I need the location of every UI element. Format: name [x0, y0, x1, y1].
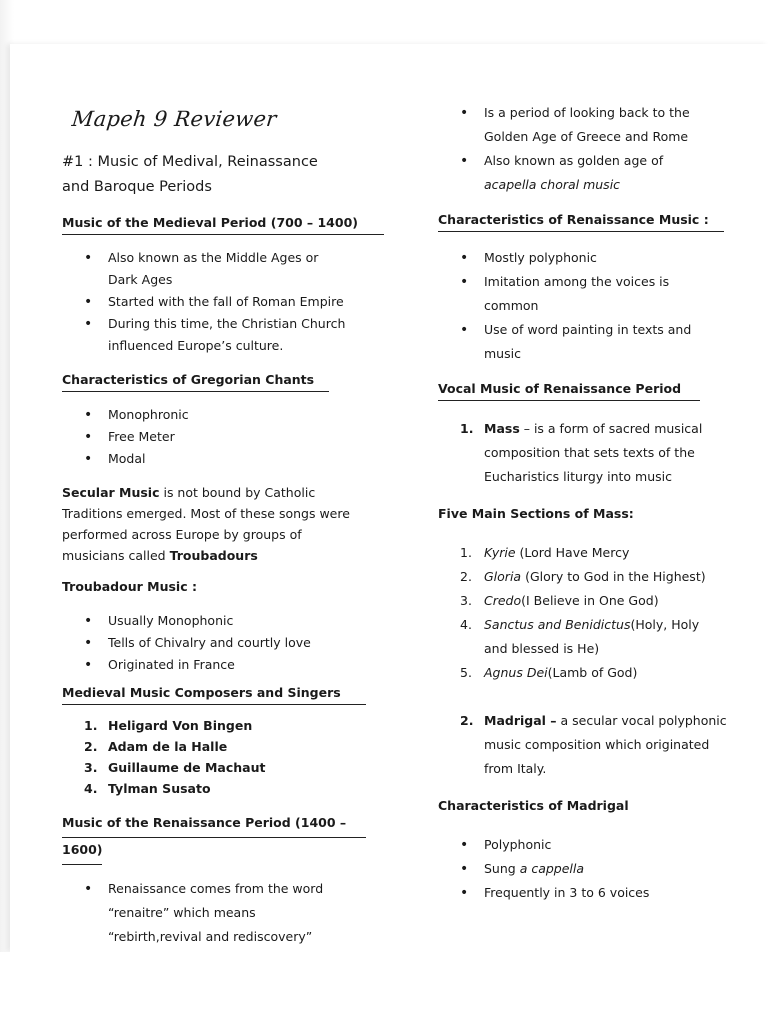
item-text: Sung: [484, 861, 520, 876]
subtitle-line: #1 : Music of Medival, Reinassance: [62, 154, 318, 170]
gregorian-list: [62, 404, 387, 470]
list-item: • Modal: [62, 448, 387, 470]
item-line: “renaitre” which means: [108, 905, 256, 920]
item-number: 1.: [460, 545, 472, 560]
list-item: • Started with the fall of Roman Empire: [62, 291, 348, 313]
list-item: • Use of word painting in texts and music: [438, 318, 708, 366]
item-number: 4.: [460, 617, 472, 632]
section-meaning: (Glory to God in the Highest): [521, 569, 706, 584]
troubadour-list: [62, 610, 387, 676]
section-meaning: (Lamb of God): [547, 665, 638, 680]
composers-list: [62, 715, 387, 799]
below-page-area: [0, 952, 768, 1024]
list-item: • Free Meter: [62, 426, 387, 448]
list-item: • Mostly polyphonic: [438, 246, 708, 270]
mass-sections-list: [438, 541, 708, 685]
list-item: [438, 613, 708, 661]
gregorian-heading: Characteristics of Gregorian Chants: [62, 371, 329, 392]
item-number: 2.: [460, 569, 472, 584]
renaissance-list-continued: [438, 101, 708, 197]
renaissance-list: [62, 877, 387, 949]
item-number: 2.: [84, 739, 98, 754]
list-item: [438, 709, 728, 781]
section-name: Gloria: [484, 569, 522, 584]
item-number: 5.: [460, 665, 472, 680]
item-italic: acapella choral music: [484, 177, 621, 192]
vocal-heading: Vocal Music of Renaissance Period: [438, 380, 700, 401]
madrigal-list: [438, 709, 728, 781]
mass-term: Mass: [484, 421, 520, 436]
composer-name: Adam de la Halle: [108, 739, 228, 754]
composer-name: Guillaume de Machaut: [108, 760, 266, 775]
list-item: • Frequently in 3 to 6 voices: [438, 881, 728, 905]
item-number: 4.: [84, 781, 98, 796]
section-name: Agnus Dei: [484, 665, 548, 680]
left-column: [62, 100, 387, 949]
list-item: • Imitation among the voices is common: [438, 270, 708, 318]
section-name: Kyrie: [484, 545, 516, 560]
renaissance-heading-line: 1600): [62, 838, 102, 865]
secular-text: is not bound by Catholic Traditions emerged. Most of these songs were performed across Europe by groups of musicians called: [62, 485, 350, 563]
composers-heading: Medieval Music Composers and Singers: [62, 684, 366, 705]
item-number: 3.: [84, 760, 98, 775]
item-text: Also known as golden age of: [484, 153, 664, 168]
composer-name: Tylman Susato: [108, 781, 211, 796]
document-subtitle: [62, 150, 387, 200]
list-item: • Usually Monophonic: [62, 610, 387, 632]
section-meaning: (Lord Have Mercy: [515, 545, 630, 560]
renaissance-heading: [62, 811, 387, 865]
troubadours-term: Troubadours: [169, 548, 258, 563]
list-item: • Tells of Chivalry and courtly love: [62, 632, 387, 654]
list-item: [438, 541, 708, 565]
list-item: [62, 715, 387, 736]
list-item: • Also known as the Middle Ages or Dark Ages: [62, 247, 348, 291]
list-item: • Polyphonic: [438, 833, 728, 857]
item-number: 1.: [460, 421, 474, 436]
ren-characteristics-heading: Characteristics of Renaissance Music :: [438, 211, 724, 232]
list-item: [438, 661, 708, 685]
renaissance-heading-line: Music of the Renaissance Period (1400 –: [62, 811, 366, 838]
mass-sections-heading: Five Main Sections of Mass:: [438, 506, 634, 521]
medieval-heading: Music of the Medieval Period (700 – 1400): [62, 214, 384, 235]
list-item: [62, 778, 387, 799]
list-item: • Originated in France: [62, 654, 387, 676]
document-title: Mapeh 9 Reviewer: [70, 107, 278, 131]
troubadour-heading: Troubadour Music :: [62, 579, 197, 594]
list-item: [438, 857, 728, 881]
item-number: 1.: [84, 718, 98, 733]
medieval-list: [62, 247, 348, 357]
list-item: • Monophronic: [62, 404, 387, 426]
item-number: 3.: [460, 593, 472, 608]
list-item: • During this time, the Christian Church influenced Europe’s culture.: [62, 313, 348, 357]
section-name: Sanctus and Benidictus: [484, 617, 631, 632]
vocal-list: [438, 417, 708, 489]
madrigal-term: Madrigal –: [484, 713, 557, 728]
item-number: 2.: [460, 713, 474, 728]
section-name: Credo: [484, 593, 522, 608]
composer-name: Heligard Von Bingen: [108, 718, 253, 733]
madrigal-characteristics-list: [438, 833, 728, 905]
subtitle-line: and Baroque Periods: [62, 179, 212, 195]
list-item: [438, 589, 708, 613]
madrigal-text: a secular vocal polyphonic music composition which originated from Italy.: [484, 713, 727, 776]
ren-characteristics-list: [438, 246, 708, 366]
list-item: [438, 149, 708, 197]
secular-paragraph: [62, 482, 352, 566]
item-italic: a cappella: [519, 861, 585, 876]
secular-term: Secular Music: [62, 485, 160, 500]
item-line: • Renaissance comes from the word: [108, 881, 324, 896]
madrigal-characteristics-heading: Characteristics of Madrigal: [438, 798, 629, 813]
section-meaning: (Holy, Holy and blessed is He): [484, 617, 700, 656]
right-column: [438, 101, 728, 905]
list-item: [62, 877, 387, 949]
list-item: [62, 736, 387, 757]
list-item: • Is a period of looking back to the Golden Age of Greece and Rome: [438, 101, 708, 149]
mass-text: – is a form of sacred musical composition that sets texts of the Eucharistics liturgy into music: [484, 421, 703, 484]
list-item: [62, 757, 387, 778]
item-line: “rebirth,revival and rediscovery”: [108, 929, 313, 944]
list-item: [438, 565, 708, 589]
list-item: [438, 417, 708, 489]
section-meaning: (I Believe in One God): [521, 593, 659, 608]
